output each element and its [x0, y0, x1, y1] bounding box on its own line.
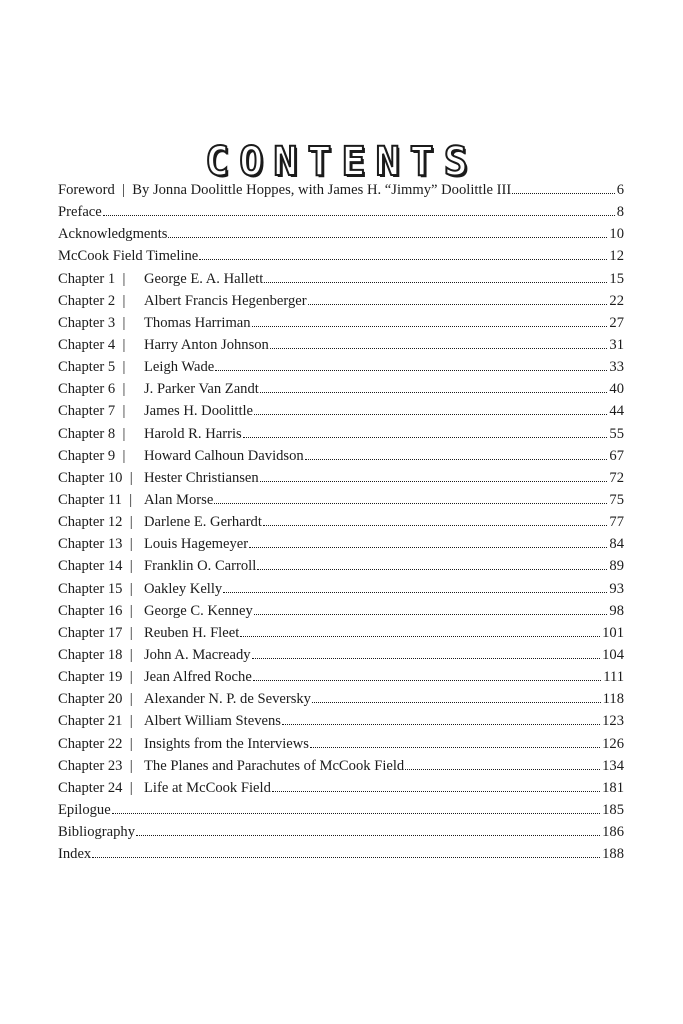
toc-entry-prefix: Chapter 5 |	[58, 359, 126, 376]
dot-leader	[103, 215, 615, 216]
toc-entry[interactable]	[58, 843, 624, 865]
toc-entry-page: 12	[609, 248, 624, 265]
toc-entry[interactable]	[58, 777, 624, 799]
toc-entry[interactable]	[58, 710, 624, 732]
toc-entry[interactable]	[58, 578, 624, 600]
toc-entry[interactable]	[58, 622, 624, 644]
dot-leader	[252, 326, 608, 327]
toc-entry-page: 101	[602, 624, 624, 641]
toc-entry-page: 98	[609, 602, 624, 619]
page-title: CONTENTS	[205, 138, 478, 185]
toc-entry-title: Hester Christiansen	[144, 469, 259, 486]
toc-entry-page: 134	[602, 757, 624, 774]
table-of-contents	[58, 179, 624, 865]
toc-entry-page: 10	[609, 226, 624, 243]
toc-entry-title: Reuben H. Fleet	[144, 624, 240, 641]
toc-entry-page: 6	[616, 182, 624, 198]
toc-entry[interactable]	[58, 600, 624, 622]
toc-entry-page: 118	[602, 691, 624, 708]
toc-entry-prefix: Chapter 16 |	[58, 602, 133, 619]
toc-entry[interactable]	[58, 555, 624, 577]
toc-entry-title: George E. A. Hallett	[144, 270, 264, 287]
toc-entry-prefix: Chapter 8 |	[58, 425, 126, 442]
toc-entry-title: Preface	[58, 204, 102, 221]
dot-leader	[270, 348, 608, 349]
toc-entry[interactable]	[58, 821, 624, 843]
toc-entry-page: 89	[609, 558, 624, 575]
dot-leader	[214, 503, 607, 504]
toc-entry-title: By Jonna Doolittle Hoppes, with James H. “Jimmy” Doolittle III	[132, 182, 512, 198]
toc-entry[interactable]	[58, 644, 624, 666]
toc-entry[interactable]	[58, 533, 624, 555]
toc-entry-title: John A. Macready	[144, 646, 251, 663]
toc-entry-page: 104	[602, 646, 624, 663]
dot-leader	[305, 459, 608, 460]
toc-entry-prefix: Chapter 21 |	[58, 713, 133, 730]
toc-entry-prefix: Chapter 12 |	[58, 514, 133, 531]
dot-leader	[272, 791, 600, 792]
toc-entry-page: 44	[609, 403, 624, 420]
toc-entry-title: Albert William Stevens	[144, 713, 281, 730]
dot-leader	[199, 259, 607, 260]
dot-leader	[308, 304, 608, 305]
toc-entry-title: Leigh Wade	[144, 359, 215, 376]
toc-entry-prefix: Chapter 22 |	[58, 735, 133, 752]
toc-entry-title: Thomas Harriman	[144, 314, 251, 331]
toc-entry-prefix: Chapter 17 |	[58, 624, 133, 641]
dot-leader	[260, 481, 608, 482]
toc-entry-prefix: Chapter 18 |	[58, 646, 133, 663]
toc-entry-prefix: Chapter 1 |	[58, 270, 126, 287]
toc-entry-prefix: Chapter 6 |	[58, 381, 126, 398]
dot-leader	[263, 525, 608, 526]
toc-entry[interactable]	[58, 511, 624, 533]
toc-entry-prefix: Chapter 15 |	[58, 580, 133, 597]
toc-entry[interactable]	[58, 312, 624, 334]
toc-entry-prefix: Chapter 19 |	[58, 669, 133, 686]
toc-entry-page: 181	[602, 779, 624, 796]
toc-entry-title: Life at McCook Field	[144, 779, 271, 796]
dot-leader	[112, 813, 600, 814]
toc-entry-prefix: Chapter 11 |	[58, 491, 133, 508]
dot-leader	[253, 680, 601, 681]
toc-entry[interactable]	[58, 400, 624, 422]
dot-leader	[264, 282, 607, 283]
toc-entry-page: 27	[609, 314, 624, 331]
toc-entry-title: Alan Morse	[144, 491, 214, 508]
toc-entry-title: Albert Francis Hegenberger	[144, 292, 307, 309]
toc-entry-title: Oakley Kelly	[144, 580, 223, 597]
dot-leader	[254, 614, 608, 615]
toc-entry-title: Index	[58, 846, 92, 863]
toc-entry-prefix: Chapter 13 |	[58, 536, 133, 553]
toc-entry-prefix: Chapter 2 |	[58, 292, 126, 309]
toc-entry-prefix: Chapter 9 |	[58, 447, 126, 464]
dot-leader	[168, 237, 607, 238]
toc-entry[interactable]	[58, 334, 624, 356]
dot-leader	[405, 769, 600, 770]
toc-entry-title: Harry Anton Johnson	[144, 336, 269, 353]
toc-entry-page: 55	[609, 425, 624, 442]
toc-entry-title: Acknowledgments	[58, 226, 168, 243]
dot-leader	[240, 636, 600, 637]
toc-entry[interactable]	[58, 799, 624, 821]
dot-leader	[215, 370, 607, 371]
dot-leader	[282, 724, 600, 725]
toc-entry-title: Insights from the Interviews	[144, 735, 309, 752]
dot-leader	[136, 835, 600, 836]
dot-leader	[92, 857, 600, 858]
dot-leader	[223, 592, 607, 593]
toc-entry-page: 72	[609, 469, 624, 486]
toc-entry[interactable]	[58, 179, 624, 201]
toc-entry[interactable]	[58, 356, 624, 378]
toc-entry-title: Epilogue	[58, 801, 111, 818]
toc-entry-prefix: Chapter 4 |	[58, 336, 126, 353]
toc-entry[interactable]	[58, 666, 624, 688]
toc-entry-title: The Planes and Parachutes of McCook Field	[144, 757, 405, 774]
toc-entry-title: Harold R. Harris	[144, 425, 242, 442]
toc-entry[interactable]	[58, 467, 624, 489]
toc-entry-prefix: Chapter 23 |	[58, 757, 133, 774]
toc-entry-title: Franklin O. Carroll	[144, 558, 257, 575]
toc-entry-page: 126	[602, 735, 624, 752]
toc-entry-page: 84	[609, 536, 624, 553]
toc-entry[interactable]	[58, 268, 624, 290]
toc-entry-page: 15	[609, 270, 624, 287]
toc-entry-page: 123	[602, 713, 624, 730]
toc-entry-prefix: Chapter 7 |	[58, 403, 126, 420]
toc-entry-title: Louis Hagemeyer	[144, 536, 249, 553]
toc-entry-page: 67	[609, 447, 624, 464]
toc-entry-prefix: Chapter 3 |	[58, 314, 126, 331]
toc-entry[interactable]	[58, 489, 624, 511]
toc-entry[interactable]	[58, 733, 624, 755]
toc-entry-prefix: Chapter 20 |	[58, 691, 133, 708]
dot-leader	[252, 658, 601, 659]
toc-entry-prefix: Foreword |	[58, 182, 133, 198]
toc-entry-page: 77	[609, 514, 624, 531]
dot-leader	[257, 569, 607, 570]
toc-entry-title: J. Parker Van Zandt	[144, 381, 259, 398]
toc-entry-prefix: Chapter 10 |	[58, 469, 133, 486]
toc-entry-title: James H. Doolittle	[144, 403, 254, 420]
toc-entry-title: Alexander N. P. de Seversky	[144, 691, 311, 708]
toc-entry-page: 22	[609, 292, 624, 309]
toc-entry-page: 188	[602, 846, 624, 863]
toc-entry-title: Darlene E. Gerhardt	[144, 514, 262, 531]
dot-leader	[249, 547, 607, 548]
toc-entry[interactable]	[58, 688, 624, 710]
dot-leader	[512, 193, 614, 194]
toc-entry[interactable]	[58, 290, 624, 312]
toc-entry-page: 185	[602, 801, 624, 818]
toc-entry-title: George C. Kenney	[144, 602, 253, 619]
toc-entry[interactable]	[58, 245, 624, 267]
toc-entry[interactable]	[58, 201, 624, 223]
toc-entry-page: 186	[602, 824, 624, 841]
dot-leader	[260, 392, 608, 393]
toc-entry-page: 93	[609, 580, 624, 597]
toc-entry-title: Bibliography	[58, 824, 136, 841]
toc-entry-title: Howard Calhoun Davidson	[144, 447, 304, 464]
toc-entry[interactable]	[58, 423, 624, 445]
toc-entry[interactable]	[58, 378, 624, 400]
toc-entry-title: McCook Field Timeline	[58, 248, 199, 265]
dot-leader	[312, 702, 601, 703]
dot-leader	[243, 437, 608, 438]
toc-entry-prefix: Chapter 24 |	[58, 779, 133, 796]
toc-entry-page: 111	[603, 669, 624, 686]
toc-entry-page: 75	[609, 491, 624, 508]
toc-entry-page: 8	[616, 204, 624, 221]
toc-entry-prefix: Chapter 14 |	[58, 558, 133, 575]
toc-entry[interactable]	[58, 445, 624, 467]
dot-leader	[254, 414, 607, 415]
toc-entry[interactable]	[58, 223, 624, 245]
toc-entry-page: 40	[609, 381, 624, 398]
dot-leader	[310, 747, 600, 748]
toc-entry-title: Jean Alfred Roche	[144, 669, 252, 686]
toc-entry-page: 33	[609, 359, 624, 376]
toc-entry-page: 31	[609, 336, 624, 353]
toc-entry[interactable]	[58, 755, 624, 777]
